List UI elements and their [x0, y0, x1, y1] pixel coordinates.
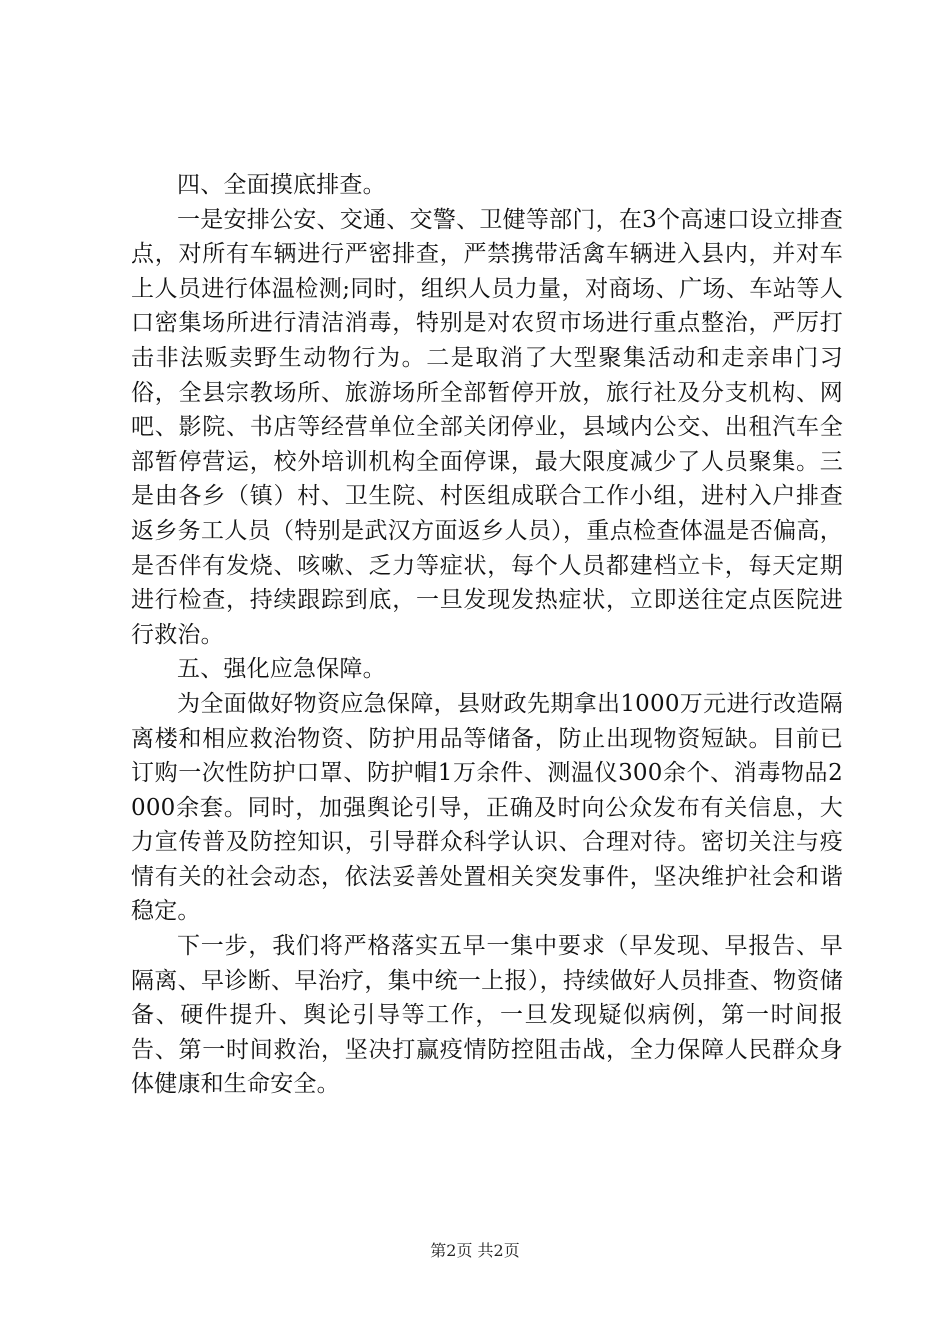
section-5-paragraph-1: 为全面做好物资应急保障，县财政先期拿出1000万元进行改造隔离楼和相应救治物资、防护用品等储备，防止出现物资短缺。目前已订购一次性防护口罩、防护帽1万余件、测温仪300余个、消毒物品2000余套。同时，加强舆论引导，正确及时向公众发布有关信息，大力宣传普及防控知识，引导群众科学认识、合理对待。密切关注与疫情有关的社会动态，依法妥善处置相关突发事件，坚决维护社会和谐稳定。	[131, 690, 843, 925]
document-body	[131, 168, 843, 1102]
section-4-paragraph-1: 一是安排公安、交通、交警、卫健等部门，在3个高速口设立排查点，对所有车辆进行严密排查，严禁携带活禽车辆进入县内，并对车上人员进行体温检测;同时，组织人员力量，对商场、广场、车站等人口密集场所进行清洁消毒，特别是对农贸市场进行重点整治，严厉打击非法贩卖野生动物行为。二是取消了大型聚集活动和走亲串门习俗，全县宗教场所、旅游场所全部暂停开放，旅行社及分支机构、网吧、影院、书店等经营单位全部关闭停业，县域内公交、出租汽车全部暂停营运，校外培训机构全面停课，最大限度减少了人员聚集。三是由各乡（镇）村、卫生院、村医组成联合工作小组，进村入户排查返乡务工人员（特别是武汉方面返乡人员），重点检查体温是否偏高，是否伴有发烧、咳嗽、乏力等症状，每个人员都建档立卡，每天定期进行检查，持续跟踪到底，一旦发现发热症状，立即送往定点医院进行救治。	[131, 206, 843, 648]
page-footer: 第2页 共2页	[430, 1241, 520, 1260]
section-heading-4: 四、全面摸底排查。	[177, 172, 386, 198]
section-heading-5: 五、强化应急保障。	[177, 656, 386, 683]
section-5-paragraph-2: 下一步，我们将严格落实五早一集中要求（早发现、早报告、早隔离、早诊断、早治疗，集中统一上报），持续做好人员排查、物资储备、硬件提升、舆论引导等工作，一旦发现疑似病例，第一时间报告、第一时间救治，坚决打赢疫情防控阻击战，全力保障人民群众身体健康和生命安全。	[131, 933, 843, 1098]
